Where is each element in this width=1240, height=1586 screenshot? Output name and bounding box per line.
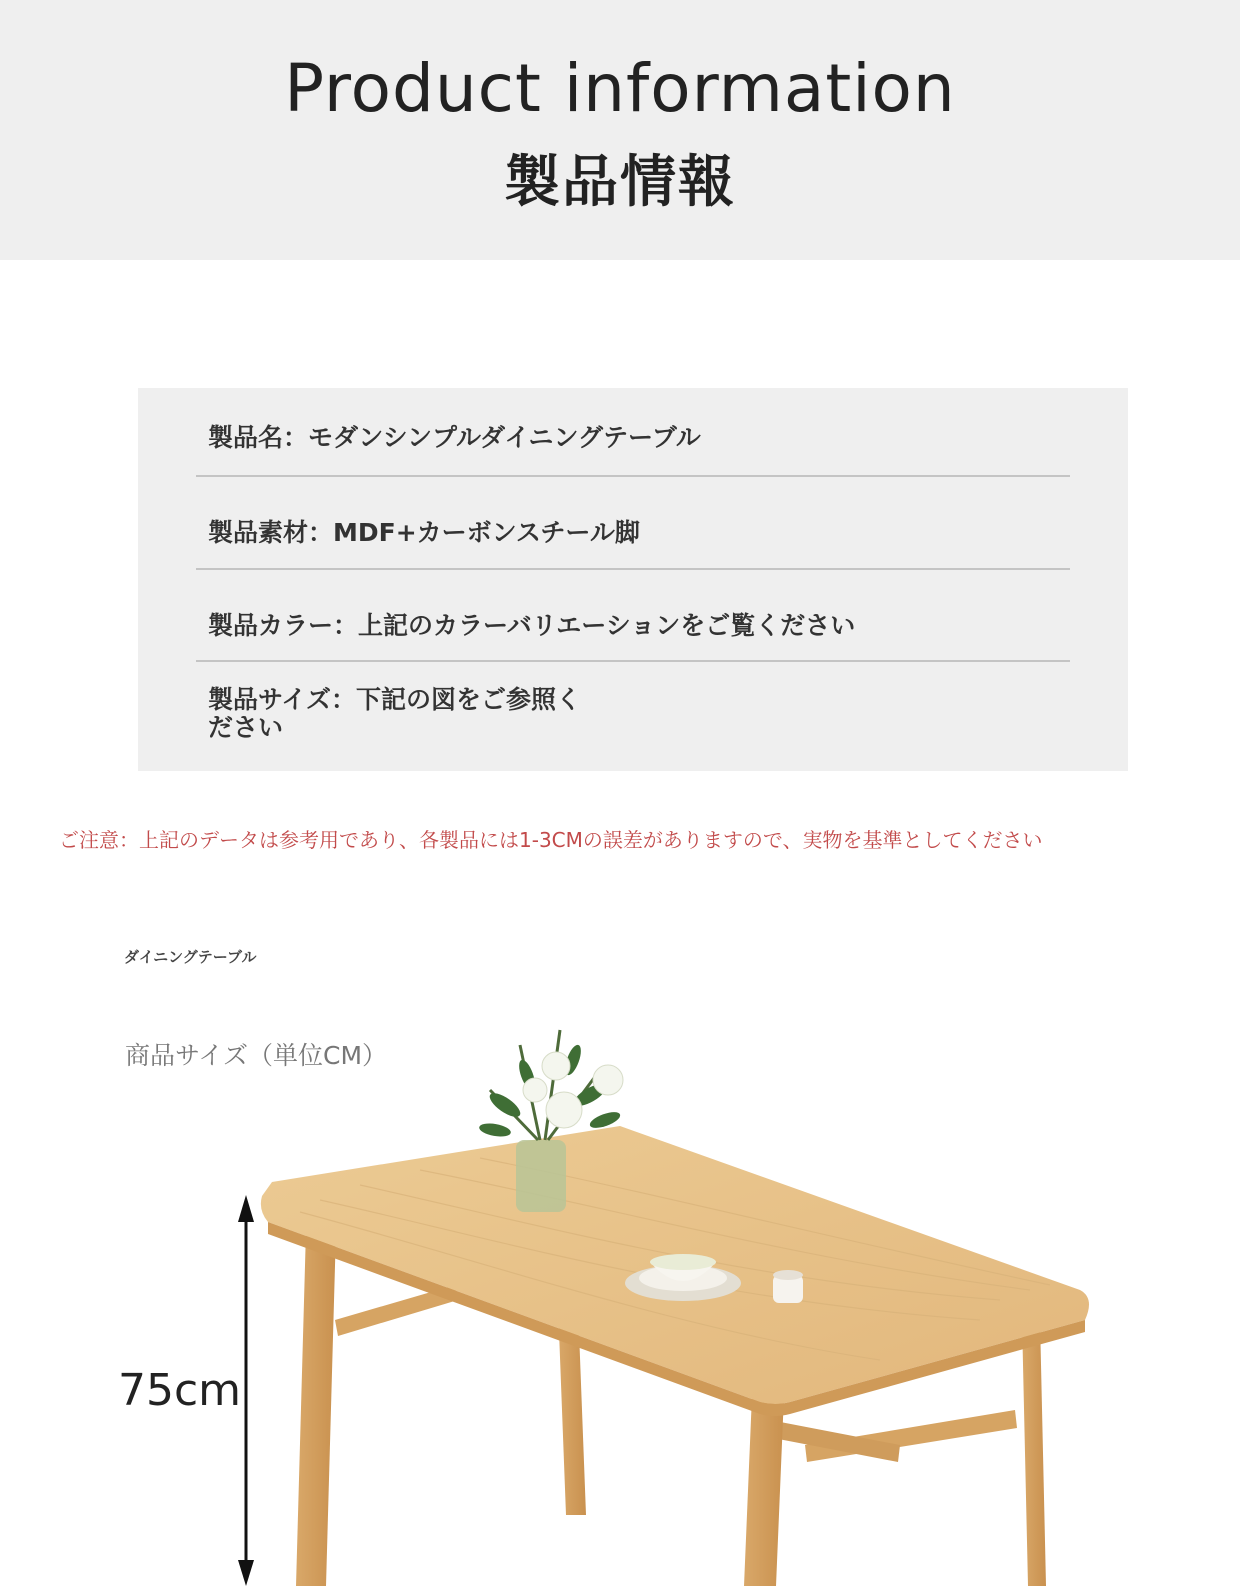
page-header bbox=[0, 0, 1240, 260]
size-unit-label: 商品サイズ（単位CM） bbox=[125, 1041, 388, 1070]
table-name-label: ダイニングテーブル bbox=[124, 948, 257, 966]
product-material-text: 製品素材：MDF+カーボンスチール脚 bbox=[208, 518, 640, 547]
product-info-box bbox=[138, 388, 1128, 771]
product-name-text: 製品名：モダンシンプルダイニングテーブル bbox=[208, 423, 701, 452]
height-dimension-label: 75cm bbox=[118, 1365, 242, 1416]
product-size-text-line1: 製品サイズ：下記の図をご参照く bbox=[208, 685, 582, 714]
notice-text: ご注意：上記のデータは参考用であり、各製品には1-3CMの誤差がありますので、実物を基準としてください bbox=[59, 828, 1043, 852]
divider bbox=[196, 660, 1070, 662]
title-japanese: 製品情報 bbox=[504, 150, 736, 215]
product-color-text: 製品カラー：上記のカラーバリエーションをご覧ください bbox=[208, 611, 856, 640]
divider bbox=[196, 568, 1070, 570]
divider bbox=[196, 475, 1070, 477]
table-photo bbox=[0, 1000, 1240, 1586]
title-english: Product information bbox=[284, 50, 956, 127]
product-size-text-line2: ださい bbox=[208, 713, 284, 742]
